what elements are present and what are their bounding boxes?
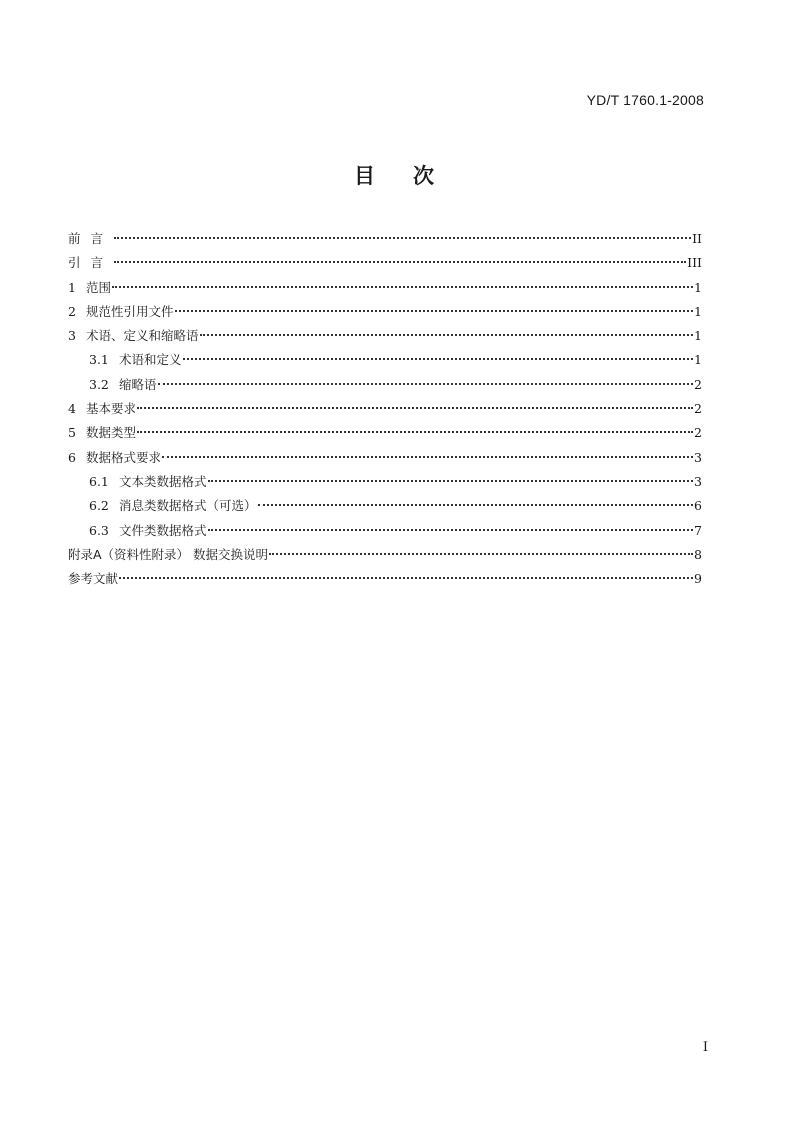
page-title: 目次 [354,164,472,188]
toc-entry[interactable] [68,421,702,445]
toc-entry-number: 4 [68,401,76,417]
toc-dot-leader [119,577,693,579]
toc-entry-page: II [692,231,702,246]
toc-entry-label: 附录A（资料性附录） 数据交换说明 [68,546,269,562]
toc-entry-label: 范围 [86,279,112,295]
toc-entry[interactable] [68,567,702,591]
table-of-contents [68,227,702,591]
toc-entry-page: 6 [694,498,702,514]
toc-entry-label: 数据类型 [86,425,137,441]
toc-entry[interactable] [68,373,702,397]
toc-dot-leader [208,529,694,531]
toc-entry-page: 1 [694,303,702,319]
toc-entry-label: 缩略语 [119,376,157,392]
toc-dot-leader [137,407,693,409]
toc-entry-label: 术语、定义和缩略语 [86,328,199,344]
toc-entry-page: 7 [694,522,702,538]
toc-dot-leader [183,358,694,360]
toc-entry-label: 消息类数据格式（可选） [119,498,257,514]
toc-dot-leader [114,237,691,239]
toc-entry-number: 2 [68,303,76,319]
toc-entry-label: 文件类数据格式 [119,522,207,538]
toc-entry[interactable] [68,227,702,251]
toc-entry-page: 9 [694,571,702,587]
toc-dot-leader [258,504,694,506]
toc-entry-number: 5 [68,425,76,441]
toc-entry-number: 1 [68,279,76,295]
toc-dot-leader [114,261,686,263]
toc-dot-leader [112,286,693,288]
toc-entry-label: 引言 [68,255,114,271]
toc-entry-label: 前言 [68,231,114,246]
toc-entry[interactable] [68,446,702,470]
toc-entry[interactable] [68,324,702,348]
toc-entry-label: 数据格式要求 [86,449,162,465]
toc-entry-page: 2 [694,401,702,417]
toc-entry-page: 1 [694,279,702,295]
page-number: I [702,1040,708,1055]
toc-dot-leader [175,310,694,312]
toc-entry-label: 基本要求 [86,401,137,417]
toc-entry-label: 术语和定义 [119,352,182,368]
toc-entry-page: 2 [694,425,702,441]
toc-entry-page: 8 [694,546,702,562]
toc-entry-page: 1 [694,352,702,368]
toc-entry-page: 1 [694,328,702,344]
toc-entry[interactable] [68,543,702,567]
toc-entry[interactable] [68,397,702,421]
toc-entry-label: 参考文献 [68,571,119,587]
toc-entry-number: 3.2 [89,376,109,392]
toc-dot-leader [269,553,693,555]
toc-entry-number: 6.2 [89,498,109,514]
toc-entry[interactable] [68,276,702,300]
toc-entry-page: 2 [694,376,702,392]
toc-entry[interactable] [68,300,702,324]
toc-entry[interactable] [68,251,702,275]
toc-entry-label: 文本类数据格式 [119,473,207,489]
toc-entry-page: 3 [694,449,702,465]
toc-dot-leader [137,431,693,433]
toc-dot-leader [162,456,693,458]
toc-entry-number: 6.3 [89,522,109,538]
toc-entry-label: 规范性引用文件 [86,303,174,319]
toc-entry-number: 6.1 [89,473,109,489]
toc-entry[interactable] [68,494,702,518]
toc-dot-leader [158,383,694,385]
toc-entry-number: 3 [68,328,76,344]
toc-entry-number: 6 [68,449,76,465]
toc-entry-page: 3 [694,473,702,489]
document-code: YD/T 1760.1-2008 [586,92,704,108]
toc-entry[interactable] [68,519,702,543]
toc-dot-leader [208,480,694,482]
toc-entry[interactable] [68,470,702,494]
toc-dot-leader [200,334,694,336]
toc-entry[interactable] [68,348,702,372]
toc-entry-number: 3.1 [89,352,109,368]
toc-entry-page: III [687,255,702,271]
